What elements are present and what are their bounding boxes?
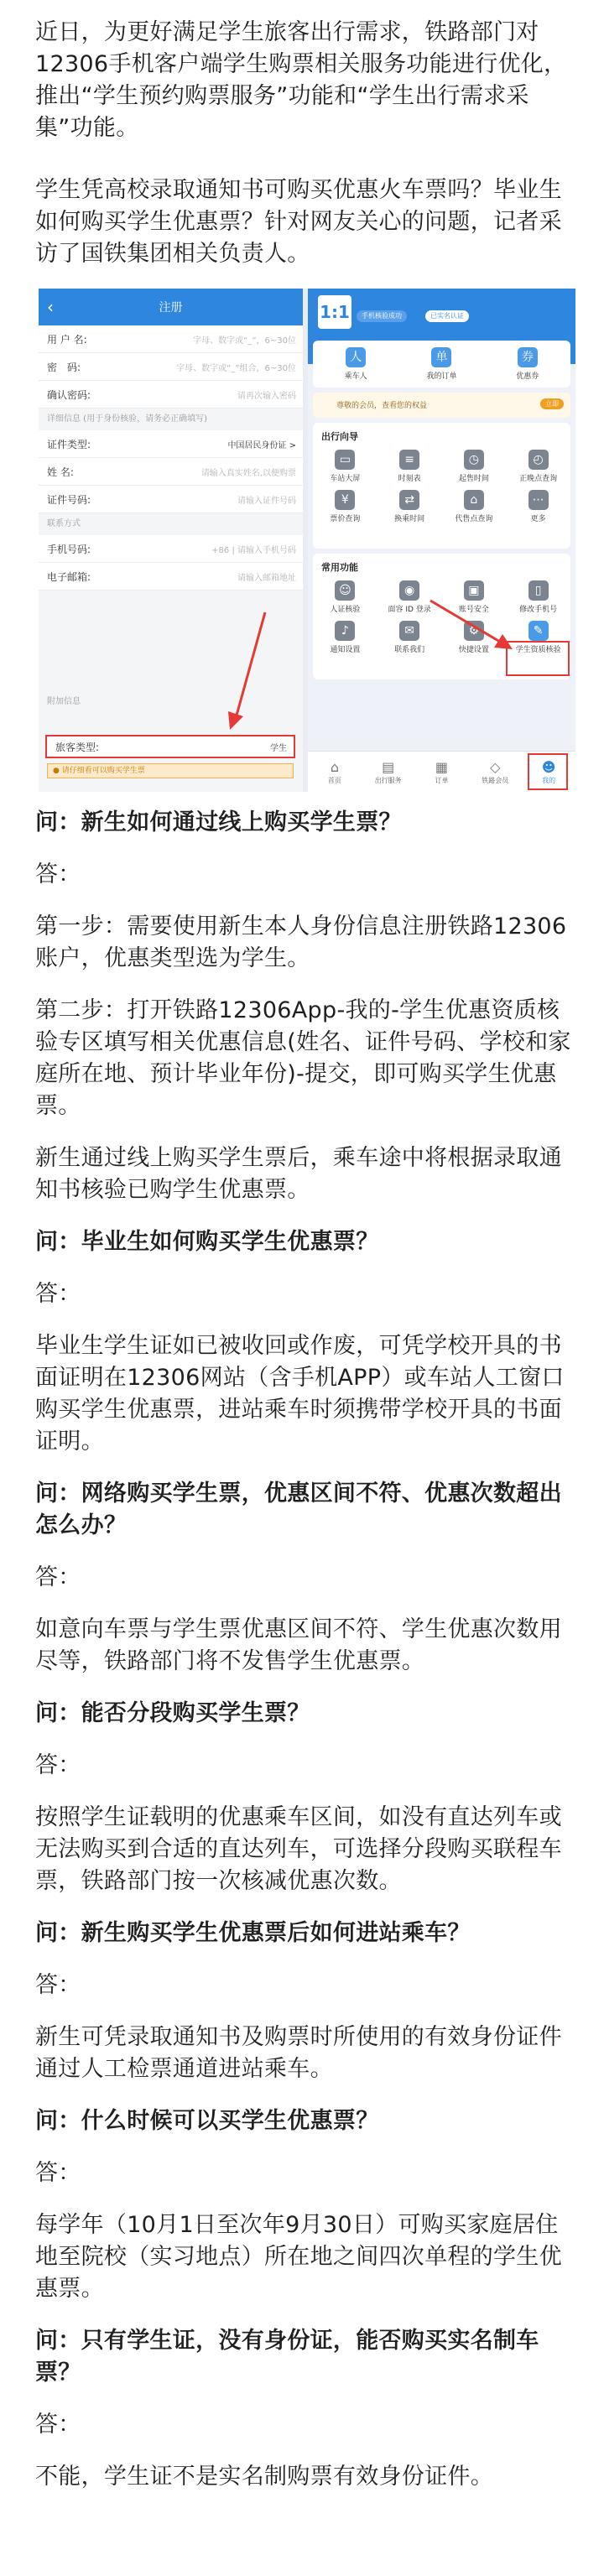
travel-item[interactable]: ⌂ 代售点查询 xyxy=(450,490,497,523)
coupon-shortcut[interactable]: 券 优惠券 xyxy=(504,347,551,381)
travel-guide-card xyxy=(313,423,570,549)
common-item[interactable]: ✉ 联系我们 xyxy=(386,621,433,654)
member-banner-text: 尊敬的会员，查看您的权益 xyxy=(336,402,428,410)
common-item[interactable]: ⚙ 快捷设置 xyxy=(450,621,497,654)
question-7: 问：只有学生证，没有身份证，能否购买实名制车票？ xyxy=(35,2328,539,2386)
travel-item[interactable]: ◷ 起售时间 xyxy=(450,450,497,483)
answer-label: 答： xyxy=(35,2412,81,2438)
phone-icon: ▯ xyxy=(528,580,549,601)
answer-text: 毕业生学生证如已被收回或作废，可凭学校开具的书面证明在12306网站（含手机APP）或车站人工窗口购买学生优惠票，进站乘车时须携带学校开具的书面证明。 xyxy=(35,1333,565,1455)
form-row-id-type: 证件类型: 中国居民身份证 > xyxy=(39,430,303,458)
member-banner[interactable] xyxy=(313,393,570,418)
common-item[interactable]: ♪ 通知设置 xyxy=(321,621,368,654)
question-1: 问：新生如何通过线上购买学生票？ xyxy=(35,809,402,835)
avatar: 1:1 xyxy=(318,295,351,329)
bell-icon: ♪ xyxy=(335,621,355,641)
face-id-icon: ◉ xyxy=(399,580,419,601)
answer-label: 答： xyxy=(35,1752,81,1778)
member-banner-button[interactable]: 立即 xyxy=(540,398,564,409)
answer-text: 新生可凭录取通知书及购票时所使用的有效身份证件通过人工检票通道进站乘车。 xyxy=(35,2024,562,2082)
question-2: 问：毕业生如何购买学生优惠票？ xyxy=(35,1229,379,1255)
section-contact: 联系方式 xyxy=(39,513,303,535)
form-row-phone: 手机号码: +86 | 请输入手机号码 xyxy=(39,535,303,563)
red-arrow-icon xyxy=(223,607,273,733)
form-row-email: 电子邮箱: 请输入邮箱地址 xyxy=(39,563,303,591)
form-row-username: 用 户 名: 字母、数字或“_”，6~30位 xyxy=(39,325,303,353)
passenger-icon: 人 xyxy=(346,347,366,367)
answer-label: 答： xyxy=(35,861,81,887)
common-item[interactable]: ◉ 面容 ID 登录 xyxy=(386,580,433,614)
passenger-shortcut[interactable]: 人 乘车人 xyxy=(332,347,379,381)
travel-item[interactable]: ▭ 车站大屏 xyxy=(321,450,368,483)
answer-text: 按照学生证载明的优惠乘车区间，如没有直达列车或无法购买到合适的直达列车，可选择分段购买联程车票，铁路部门按一次核减优惠次数。 xyxy=(35,1804,562,1894)
answer-text: 新生通过线上购买学生票后，乘车途中将根据录取通知书核验已购学生优惠票。 xyxy=(35,1145,562,1203)
register-form-screenshot xyxy=(39,289,303,792)
phone-verified-badge: 手机核验成功 xyxy=(357,310,407,322)
shop-icon: ⌂ xyxy=(464,490,484,510)
mine-tab-highlight xyxy=(528,753,568,790)
price-icon: ¥ xyxy=(335,490,355,510)
answer-label: 答： xyxy=(35,1281,81,1307)
section-additional: 附加信息 xyxy=(39,691,303,713)
more-icon: ⋯ xyxy=(528,490,549,510)
user-icon: ☻ xyxy=(541,758,556,775)
passenger-type-highlight xyxy=(45,735,295,758)
register-nav-bar xyxy=(39,289,303,325)
travel-item[interactable]: ≡ 时刻表 xyxy=(386,450,433,483)
travel-item[interactable]: ◴ 正晚点查询 xyxy=(515,450,562,483)
form-row-id-number: 证件号码: 请输入证件号码 xyxy=(39,486,303,513)
section-detail-info: 详细信息 (用于身份核验，请务必正确填写) xyxy=(39,409,303,430)
home-icon: ⌂ xyxy=(330,758,339,775)
clock-icon: ◷ xyxy=(464,450,484,470)
id-check-icon: ☺ xyxy=(335,580,355,601)
question-6: 问：什么时候可以买学生优惠票？ xyxy=(35,2108,379,2134)
coupon-icon: 券 xyxy=(518,347,538,367)
form-row-passenger-type: 旅客类型: 学生 xyxy=(47,736,294,757)
delay-icon: ◴ xyxy=(528,450,549,470)
realname-badge: 已实名认证 xyxy=(425,310,469,322)
order-shortcut[interactable]: 单 我的订单 xyxy=(418,347,465,381)
student-verify-item[interactable]: ✎ 学生资质核验 xyxy=(515,621,562,654)
tab-service[interactable]: ▤ 出行服务 xyxy=(370,759,407,785)
answer-text: 不能，学生证不是实名制购票有效身份证件。 xyxy=(35,2464,493,2490)
question-5: 问：新生购买学生优惠票后如何进站乘车？ xyxy=(35,1920,471,1946)
tab-order[interactable]: ▦ 订单 xyxy=(423,759,460,785)
registration-screenshot-image xyxy=(39,289,575,792)
member-icon: ◇ xyxy=(490,758,501,775)
question-3: 问：网络购买学生票，优惠区间不符、优惠次数超出怎么办？ xyxy=(35,1481,562,1538)
form-row-password: 密 码: 字母、数字或“_”组合，6~30位 xyxy=(39,353,303,381)
intro-paragraph-1: 近日，为更好满足学生旅客出行需求，铁路部门对12306手机客户端学生购票相关服务功能进行优化，推出“学生预约购票服务”功能和“学生出行需求采集”功能。 xyxy=(35,19,567,141)
service-icon: ▤ xyxy=(382,758,395,775)
top-shortcuts-card xyxy=(313,341,570,388)
order-tab-icon: ▦ xyxy=(435,758,449,775)
my-page-screenshot xyxy=(308,289,575,792)
common-item[interactable]: ▯ 修改手机号 xyxy=(515,580,562,614)
timetable-icon: ≡ xyxy=(399,450,419,470)
tab-member[interactable]: ◇ 铁路会员 xyxy=(476,759,513,785)
answer-label: 答： xyxy=(35,1564,81,1590)
intro-paragraph-2: 学生凭高校录取通知书可购买优惠火车票吗？毕业生如何购买学生优惠票？针对网友关心的问题，记者采访了国铁集团相关负责人。 xyxy=(35,177,562,267)
answer-label: 答： xyxy=(35,2160,81,2186)
question-4: 问：能否分段购买学生票？ xyxy=(35,1700,310,1726)
student-notice-bar: ● 请仔细看可以购买学生票 xyxy=(47,763,294,778)
lock-icon: ▣ xyxy=(464,580,484,601)
transfer-icon: ⇄ xyxy=(399,490,419,510)
common-item[interactable]: ☺ 人证核验 xyxy=(321,580,368,614)
answer-text: 如意向车票与学生票优惠区间不符、学生优惠次数用尽等，铁路部门将不发售学生优惠票。 xyxy=(35,1616,562,1674)
student-icon: ✎ xyxy=(528,621,549,641)
screen-icon: ▭ xyxy=(335,450,355,470)
answer-text: 每学年（10月1日至次年9月30日）可购买家庭居住地至院校（实习地点）所在地之间四次单程的学生优惠票。 xyxy=(35,2212,562,2302)
travel-item[interactable]: ¥ 票价查询 xyxy=(321,490,368,523)
settings-icon: ⚙ xyxy=(464,621,484,641)
tab-mine[interactable]: ☻ 我的 xyxy=(530,759,567,785)
form-row-name: 姓 名: 请输入真实姓名,以便购票 xyxy=(39,458,303,486)
travel-guide-title: 出行向导 xyxy=(321,431,358,442)
travel-item[interactable]: ⇄ 换乘时间 xyxy=(386,490,433,523)
chevron-left-icon: ‹ xyxy=(47,297,54,317)
answer-text: 第一步：需要使用新生本人身份信息注册铁路12306账户，优惠类型选为学生。 xyxy=(35,913,567,971)
answer-text: 第二步：打开铁路12306App-我的-学生优惠资质核验专区填写相关优惠信息(姓名、证件号码、学校和家庭所在地、预计毕业年份)-提交，即可购买学生优惠票。 xyxy=(35,997,571,1119)
tab-home[interactable]: ⌂ 首页 xyxy=(316,759,353,785)
common-functions-title: 常用功能 xyxy=(321,562,358,573)
order-icon: 单 xyxy=(431,347,451,367)
answer-label: 答： xyxy=(35,1972,81,1998)
red-arrow-icon xyxy=(425,596,518,654)
form-row-confirm-password: 确认密码: 请再次输入密码 xyxy=(39,381,303,409)
common-item[interactable]: ▣ 账号安全 xyxy=(450,580,497,614)
contact-icon: ✉ xyxy=(399,621,419,641)
travel-item[interactable]: ⋯ 更多 xyxy=(515,490,562,523)
register-title: 注册 xyxy=(159,301,183,315)
